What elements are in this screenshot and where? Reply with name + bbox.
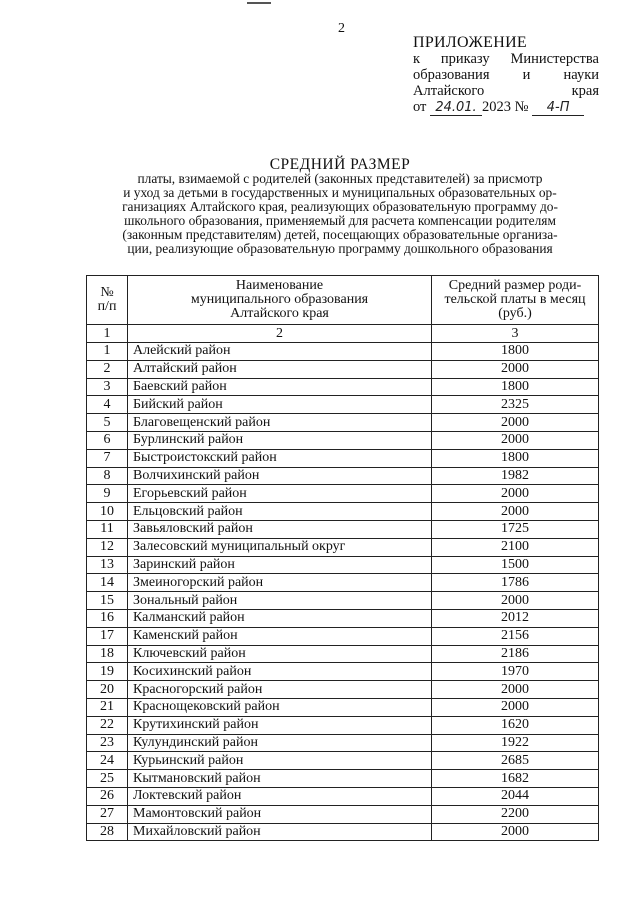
- table-row: [87, 556, 599, 574]
- row-number: 24: [87, 752, 128, 770]
- municipality-name: Бийский район: [128, 396, 432, 414]
- average-fee: 2186: [432, 645, 599, 663]
- appendix-line: [413, 83, 599, 99]
- table-row: [87, 449, 599, 467]
- row-number: 15: [87, 592, 128, 610]
- municipality-name: Краснощековский район: [128, 698, 432, 716]
- average-fee: 1500: [432, 556, 599, 574]
- fee-table: [86, 275, 599, 841]
- municipality-name: Михайловский район: [128, 823, 432, 841]
- average-fee: 1800: [432, 378, 599, 396]
- row-number: 25: [87, 770, 128, 788]
- average-fee: 2685: [432, 752, 599, 770]
- municipality-name: Заринский район: [128, 556, 432, 574]
- average-fee: 2100: [432, 538, 599, 556]
- row-number: 11: [87, 520, 128, 538]
- average-fee: 2200: [432, 805, 599, 823]
- row-number: 1: [87, 343, 128, 361]
- municipality-name: Крутихинский район: [128, 716, 432, 734]
- row-number: 13: [87, 556, 128, 574]
- row-number: 20: [87, 681, 128, 699]
- row-number: 5: [87, 414, 128, 432]
- page-number: 2: [338, 21, 345, 36]
- table-body: [87, 343, 599, 841]
- table-row: [87, 467, 599, 485]
- table-row: [87, 752, 599, 770]
- row-number: 22: [87, 716, 128, 734]
- appendix-word: и: [522, 67, 531, 83]
- date-prefix: от: [413, 99, 427, 115]
- municipality-name: Баевский район: [128, 378, 432, 396]
- average-fee: 1922: [432, 734, 599, 752]
- average-fee: 2156: [432, 627, 599, 645]
- document-subtitle: [80, 172, 600, 255]
- table-row: [87, 360, 599, 378]
- row-number: 3: [87, 378, 128, 396]
- row-number: 14: [87, 574, 128, 592]
- appendix-date-line: [413, 99, 599, 116]
- row-number: 9: [87, 485, 128, 503]
- table-row: [87, 503, 599, 521]
- average-fee: 1982: [432, 467, 599, 485]
- table-row: [87, 698, 599, 716]
- municipality-name: Залесовский муниципальный округ: [128, 538, 432, 556]
- average-fee: 2000: [432, 698, 599, 716]
- header-fee: Средний размер роди- тельской платы в месяц (руб.): [432, 276, 599, 325]
- column-number: 3: [432, 325, 599, 343]
- municipality-name: Зональный район: [128, 592, 432, 610]
- subtitle-line: платы, взимаемой с родителей (законных представителей) за присмотр: [137, 171, 543, 186]
- table-row: [87, 823, 599, 841]
- municipality-name: Кытмановский район: [128, 770, 432, 788]
- municipality-name: Бурлинский район: [128, 431, 432, 449]
- row-number: 6: [87, 431, 128, 449]
- subtitle-line: и уход за детьми в государственных и муниципальных образовательных ор-: [123, 184, 557, 200]
- table-row: [87, 627, 599, 645]
- appendix-word: приказу: [440, 51, 490, 67]
- table-row: [87, 343, 599, 361]
- municipality-name: Кулундинский район: [128, 734, 432, 752]
- appendix-word: Министерства: [510, 51, 599, 67]
- municipality-name: Каменский район: [128, 627, 432, 645]
- appendix-line: [413, 51, 599, 67]
- table-row: [87, 770, 599, 788]
- row-number: 4: [87, 396, 128, 414]
- municipality-name: Волчихинский район: [128, 467, 432, 485]
- average-fee: 1800: [432, 343, 599, 361]
- table-row: [87, 431, 599, 449]
- row-number: 23: [87, 734, 128, 752]
- table-row: [87, 592, 599, 610]
- table-row: [87, 645, 599, 663]
- appendix-title: ПРИЛОЖЕНИЕ: [413, 34, 528, 51]
- appendix-block: [413, 35, 599, 116]
- average-fee: 2000: [432, 681, 599, 699]
- municipality-name: Благовещенский район: [128, 414, 432, 432]
- column-number-row: [87, 325, 599, 343]
- handwritten-date: 24.01.: [430, 101, 482, 116]
- row-number: 17: [87, 627, 128, 645]
- header-municipality: Наименование муниципального образования Алтайского края: [128, 276, 432, 325]
- row-number: 16: [87, 609, 128, 627]
- average-fee: 2000: [432, 431, 599, 449]
- appendix-line: [413, 67, 599, 83]
- municipality-name: Курьинский район: [128, 752, 432, 770]
- table-row: [87, 396, 599, 414]
- appendix-word: к: [413, 51, 421, 67]
- table-header-row: [87, 276, 599, 325]
- subtitle-line: ции, реализующие образовательную программу дошкольного образования: [127, 240, 553, 256]
- row-number: 28: [87, 823, 128, 841]
- table-row: [87, 663, 599, 681]
- row-number: 10: [87, 503, 128, 521]
- table-row: [87, 609, 599, 627]
- average-fee: 2000: [432, 592, 599, 610]
- table-row: [87, 538, 599, 556]
- average-fee: 1725: [432, 520, 599, 538]
- average-fee: 2044: [432, 787, 599, 805]
- table-row: [87, 414, 599, 432]
- appendix-word: науки: [563, 67, 599, 83]
- row-number: 12: [87, 538, 128, 556]
- table-row: [87, 787, 599, 805]
- handwritten-number: 4-П: [532, 101, 584, 116]
- row-number: 18: [87, 645, 128, 663]
- row-number: 8: [87, 467, 128, 485]
- column-number: 2: [128, 325, 432, 343]
- date-year: 2023 №: [482, 99, 529, 115]
- average-fee: 2000: [432, 360, 599, 378]
- average-fee: 1682: [432, 770, 599, 788]
- subtitle-line: ганизациях Алтайского края, реализующих образовательную программу до-: [122, 198, 558, 214]
- municipality-name: Алтайский район: [128, 360, 432, 378]
- municipality-name: Быстроистокский район: [128, 449, 432, 467]
- average-fee: 1970: [432, 663, 599, 681]
- municipality-name: Косихинский район: [128, 663, 432, 681]
- average-fee: 2325: [432, 396, 599, 414]
- subtitle-line: школьного образования, применяемый для расчета компенсации родителям: [124, 212, 556, 228]
- table-row: [87, 520, 599, 538]
- table-row: [87, 378, 599, 396]
- municipality-name: Красногорский район: [128, 681, 432, 699]
- municipality-name: Ключевский район: [128, 645, 432, 663]
- municipality-name: Ельцовский район: [128, 503, 432, 521]
- average-fee: 2000: [432, 485, 599, 503]
- table-row: [87, 805, 599, 823]
- average-fee: 2000: [432, 823, 599, 841]
- municipality-name: Калманский район: [128, 609, 432, 627]
- row-number: 26: [87, 787, 128, 805]
- table-row: [87, 485, 599, 503]
- document-title: СРЕДНИЙ РАЗМЕР: [269, 156, 411, 173]
- table-row: [87, 734, 599, 752]
- average-fee: 1786: [432, 574, 599, 592]
- average-fee: 1620: [432, 716, 599, 734]
- municipality-name: Алейский район: [128, 343, 432, 361]
- municipality-name: Мамонтовский район: [128, 805, 432, 823]
- row-number: 21: [87, 698, 128, 716]
- header-number: № п/п: [87, 276, 128, 325]
- average-fee: 1800: [432, 449, 599, 467]
- table-row: [87, 716, 599, 734]
- table-row: [87, 681, 599, 699]
- row-number: 7: [87, 449, 128, 467]
- municipality-name: Егорьевский район: [128, 485, 432, 503]
- municipality-name: Змеиногорский район: [128, 574, 432, 592]
- average-fee: 2012: [432, 609, 599, 627]
- appendix-word: края: [571, 83, 599, 99]
- table-row: [87, 574, 599, 592]
- subtitle-line: (законным представителям) детей, посещающих образовательные организа-: [122, 226, 558, 242]
- appendix-word: образования: [413, 67, 490, 83]
- scan-artifact: [247, 2, 271, 4]
- row-number: 27: [87, 805, 128, 823]
- municipality-name: Локтевский район: [128, 787, 432, 805]
- column-number: 1: [87, 325, 128, 343]
- municipality-name: Завьяловский район: [128, 520, 432, 538]
- appendix-word: Алтайского: [413, 83, 485, 99]
- row-number: 2: [87, 360, 128, 378]
- average-fee: 2000: [432, 414, 599, 432]
- average-fee: 2000: [432, 503, 599, 521]
- row-number: 19: [87, 663, 128, 681]
